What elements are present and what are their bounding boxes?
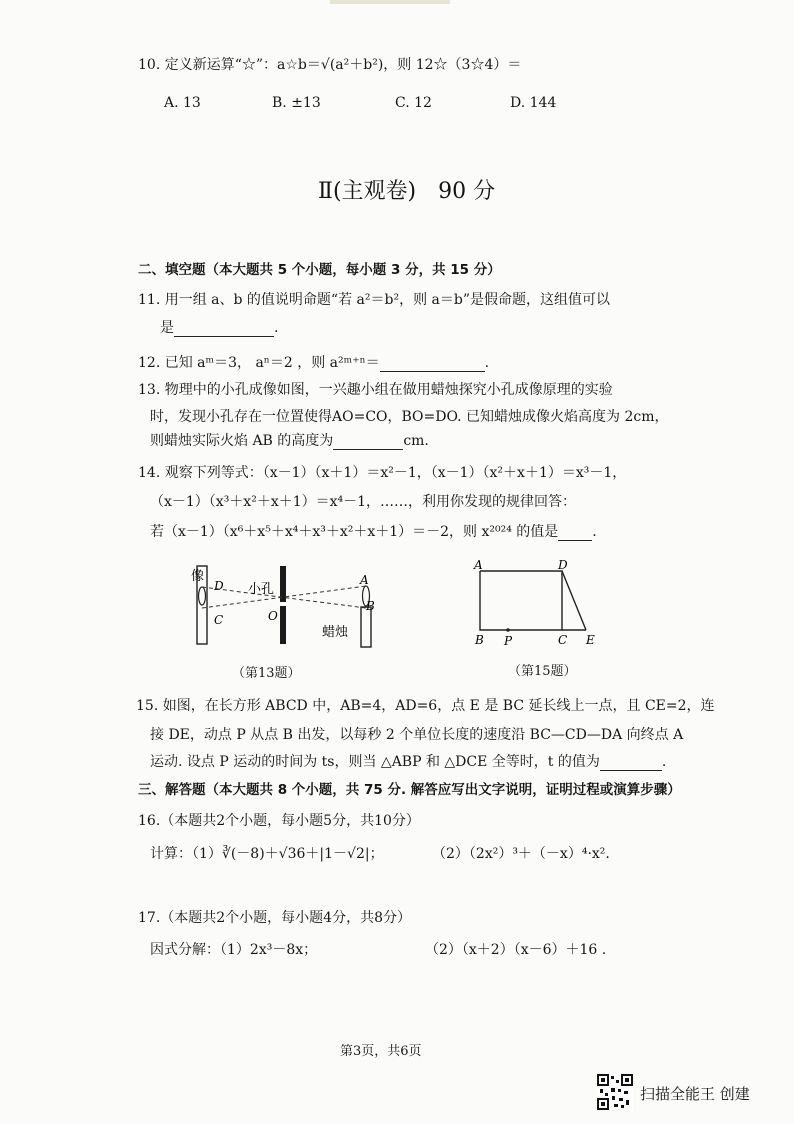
q14-prefix: 若（x－1）（x⁶＋x⁵＋x⁴＋x³＋x²＋x＋1）＝－2，则 x²⁰²⁴ 的值是 — [150, 524, 559, 540]
q15-line1: 15. 如图，在长方形 ABCD 中，AB=4，AD=6，点 E 是 BC 延长线上一点，且 CE=2，连 — [136, 698, 715, 714]
q10-formula: √(a²＋b²) — [320, 57, 384, 73]
q17-header: 17.（本题共2个小题，每小题4分，共8分） — [138, 910, 411, 926]
q15-suffix: . — [661, 754, 667, 770]
q10-option-a: A. 13 — [164, 95, 201, 111]
fig15-point-b: B — [475, 633, 484, 647]
q15-line3 — [150, 751, 666, 771]
q10-stem — [138, 54, 521, 74]
q14-line3 — [150, 521, 597, 541]
q10-text2: ，则 12☆（3☆4）＝ — [383, 57, 522, 73]
fig15-point-e: E — [586, 633, 595, 647]
q16-part1: 计算：（1）∛(－8)＋√36＋|1－√2|； — [150, 846, 384, 862]
q17-part2: （2）（x＋2）（x－6）＋16 . — [425, 942, 607, 958]
fig15-point-a: A — [474, 558, 483, 572]
top-scan-mark — [330, 0, 450, 4]
q14-suffix: . — [592, 524, 597, 540]
q11-suffix: . — [274, 320, 279, 336]
q13-line1: 13. 物理中的小孔成像如图，一兴趣小组在做用蜡烛探究小孔成像原理的实验 — [138, 382, 613, 398]
q10-option-b: B. ±13 — [272, 95, 321, 111]
q15-line2: 接 DE，动点 P 从点 B 出发，以每秒 2 个单位长度的速度沿 BC—CD—DA 向终点 A — [150, 727, 684, 743]
q13-line2: 时，发现小孔存在一位置使得AO=CO，BO=DO. 已知蜡烛成像火焰高度为 2cm， — [150, 409, 669, 425]
q13-suffix: cm. — [403, 433, 429, 449]
q10-number: 10. — [138, 57, 161, 73]
q12-line — [138, 352, 489, 372]
q11-line2 — [160, 317, 278, 337]
fig15-point-p: P — [504, 634, 513, 648]
fig13-label-hole: 小孔 — [248, 582, 275, 597]
point-p-dot — [506, 628, 510, 632]
q16-header: 16.（本题共2个小题，每小题5分，共10分） — [138, 813, 420, 829]
fig13-caption: （第13题） — [232, 666, 301, 681]
q11-prefix: 是 — [160, 320, 174, 336]
rectangle-abcd — [480, 571, 562, 630]
q12-text: 12. 已知 aᵐ＝3， aⁿ＝2 ，则 a²ᵐ⁺ⁿ＝ — [138, 355, 380, 371]
fig13-point-d: D — [214, 579, 224, 593]
figure-13-pinhole — [188, 562, 388, 654]
fig13-point-c: C — [214, 613, 224, 627]
candle-body — [361, 607, 371, 647]
scanner-watermark: 扫描全能王 创建 — [640, 1085, 750, 1103]
q15-answer-blank[interactable] — [600, 756, 662, 771]
section3-heading: 三、解答题（本大题共 8 个小题，共 75 分. 解答应写出文字说明，证明过程或演算步骤） — [138, 782, 681, 798]
q14-answer-blank[interactable] — [558, 526, 592, 541]
page-footer: 第3页，共6页 — [340, 1044, 422, 1059]
qr-code-icon — [597, 1074, 633, 1110]
q10-option-c: C. 12 — [395, 95, 432, 111]
q14-line2: （x－1）（x³＋x²＋x＋1）＝x⁴－1，……，利用你发现的规律回答： — [150, 494, 577, 510]
q13-answer-blank[interactable] — [333, 435, 403, 450]
q12-suffix: . — [484, 355, 490, 371]
fig13-point-a: A — [360, 573, 369, 587]
fig13-point-b: B — [366, 599, 375, 613]
fig15-caption: （第15题） — [508, 664, 577, 679]
segment-de — [562, 571, 586, 630]
fig15-point-d: D — [558, 558, 568, 572]
q15-prefix: 运动. 设点 P 运动的时间为 ts，则当 △ABP 和 △DCE 全等时，t 的值为 — [150, 754, 600, 770]
fig13-label-candle: 蜡烛 — [322, 625, 349, 640]
image-flame — [199, 587, 206, 605]
fig13-point-o: O — [268, 609, 278, 623]
fig15-point-c: C — [558, 633, 568, 647]
q13-prefix: 则蜡烛实际火焰 AB 的高度为 — [150, 433, 334, 449]
q10-option-d: D. 144 — [510, 95, 557, 111]
q11-answer-blank[interactable] — [174, 322, 274, 337]
q12-answer-blank[interactable] — [380, 357, 485, 372]
q17-part1: 因式分解：（1）2x³－8x； — [150, 942, 318, 958]
q16-part2: （2）（2x²）³＋（－x）⁴·x². — [432, 846, 610, 862]
section2-heading: 二、填空题（本大题共 5 个小题，每小题 3 分，共 15 分） — [138, 262, 501, 278]
q13-line3 — [150, 430, 429, 450]
q14-line1: 14. 观察下列等式：（x－1）（x＋1）＝x²－1，（x－1）（x²＋x＋1）＝x³－1， — [138, 465, 627, 481]
part2-title: Ⅱ(主观卷) 90 分 — [318, 179, 496, 204]
figure-15-rectangle — [470, 558, 605, 648]
fig13-label-image: 像 — [191, 569, 205, 584]
q11-line1: 11. 用一组 a、b 的值说明命题“若 a²＝b²，则 a＝b”是假命题，这组值可以 — [138, 292, 610, 308]
q10-text: 定义新运算“☆”：a☆b＝ — [164, 57, 321, 73]
